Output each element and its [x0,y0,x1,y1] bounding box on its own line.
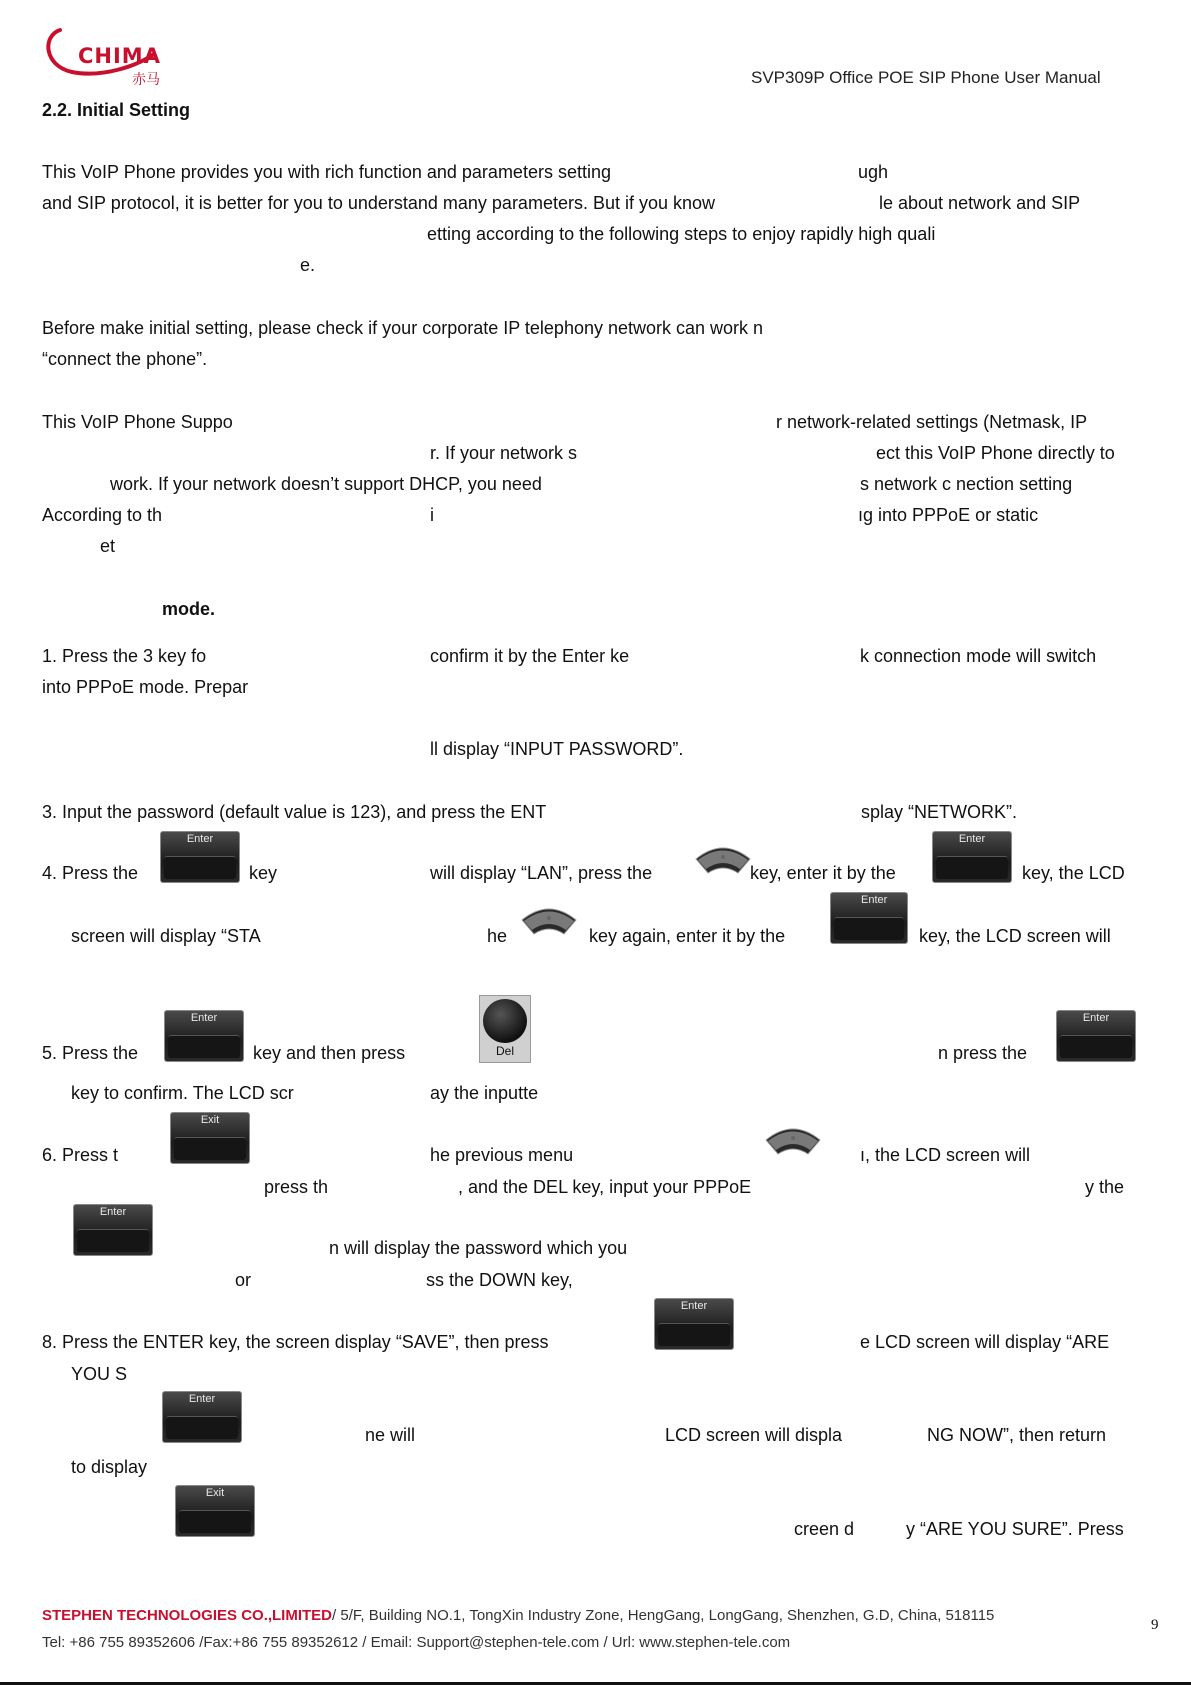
text-line: Before make initial setting, please check if your corporate IP telephony network can work n [42,318,764,338]
footer-company: STEPHEN TECHNOLOGIES CO.,LIMITED [42,1607,333,1624]
page-number: 9 [1151,1617,1159,1633]
del-key-icon: Del [479,995,531,1063]
footer-contact: Tel: +86 755 89352606 /Fax:+86 755 89352612 / Email: Support@stephen-tele.com / Url: www.stephen-tele.com [42,1634,791,1651]
step-5-text: n press the [938,1043,1028,1063]
enter-key-icon: Enter [160,831,240,883]
step-8-text: 8. Press the ENTER key, the screen display “SAVE”, then press [42,1332,549,1352]
enter-key-icon: Enter [164,1010,244,1062]
enter-key-icon: Enter [1056,1010,1136,1062]
enter-key-icon: Enter [830,892,908,944]
step-8-text: to display [71,1457,148,1477]
down-nav-key-icon [764,1124,822,1158]
step-7-text: ss the DOWN key, [426,1270,573,1290]
step-6-text: n will display the password which you [329,1238,628,1258]
step-8-text: LCD screen will displa [665,1425,843,1445]
step-5-text: 5. Press the [42,1043,139,1063]
step-1-text: confirm it by the Enter ke [430,646,630,666]
exit-key-icon: Exit [175,1485,255,1537]
step-6-text: y the [1085,1177,1125,1197]
text-line: r network-related settings (Netmask, IP [776,412,1088,432]
text-line: work. If your network doesn’t support DHCP, you need [110,474,542,494]
text-line: et [100,536,116,556]
text-line: According to th [42,505,163,525]
text-line: e. [300,255,316,275]
text-line: and SIP protocol, it is better for you to understand many parameters. But if you know [42,193,716,213]
text-line: i [430,505,434,525]
exit-key-icon: Exit [170,1112,250,1164]
step-1-text: into PPPoE mode. Prepar [42,677,249,697]
step-4-text: will display “LAN”, press the [430,863,653,883]
step-6-text: he previous menu [430,1145,574,1165]
logo-subtext: 赤马 [132,71,160,87]
manual-title: SVP309P Office POE SIP Phone User Manual [751,68,1101,87]
step-4-text: screen will display “STA [71,926,261,946]
text-line: This VoIP Phone provides you with rich function and parameters setting [42,162,611,182]
down-nav-key-icon [694,843,752,877]
step-2-text: ll display “INPUT PASSWORD”. [430,739,684,759]
enter-key-icon: Enter [654,1298,734,1350]
step-4-text: he [487,926,508,946]
step-4-text: key, the LCD screen will [919,926,1111,946]
step-6-text: 6. Press t [42,1145,119,1165]
enter-key-icon: Enter [932,831,1012,883]
text-line: le about network and SIP [879,193,1081,213]
step-7-text: or [235,1270,252,1290]
mode-heading: mode. [162,599,216,619]
step-4-text: key, the LCD [1022,863,1125,883]
enter-key-icon: Enter [162,1391,242,1443]
text-line: s network c nection setting [860,474,1073,494]
step-8-text: e LCD screen will display “ARE [860,1332,1110,1352]
step-4-text: key again, enter it by the [589,926,786,946]
text-line: etting according to the following steps to enjoy rapidly high quali [427,224,936,244]
step-8-text: NG NOW”, then return [927,1425,1107,1445]
text-line: ect this VoIP Phone directly to [876,443,1115,463]
step-1-text: k connection mode will switch [860,646,1097,666]
step-4-text: key [249,863,278,883]
logo-text: CHIMA [78,44,161,68]
footer-line-1 [42,1607,994,1625]
step-8-text: ne will [365,1425,416,1445]
step-6-text: , and the DEL key, input your PPPoE [458,1177,752,1197]
step-9-text: creen d [794,1519,855,1539]
text-line: “connect the phone”. [42,349,208,369]
step-1-text: 1. Press the 3 key fo [42,646,207,666]
step-3-text: splay “NETWORK”. [861,802,1018,822]
step-5-text: key to confirm. The LCD scr [71,1083,294,1103]
step-5-text: key and then press [253,1043,406,1063]
text-line: This VoIP Phone Suppo [42,412,233,432]
step-6-text: press th [264,1177,329,1197]
text-line: ugh [858,162,889,182]
step-4-text: key, enter it by the [750,863,896,883]
step-3-text: 3. Input the password (default value is 123), and press the ENT [42,802,547,822]
step-4-text: 4. Press the [42,863,139,883]
step-6-text: ı, the LCD screen will [860,1145,1031,1165]
step-9-text: y “ARE YOU SURE”. Press [906,1519,1124,1539]
text-line: r. If your network s [430,443,578,463]
step-5-text: ay the inputte [430,1083,539,1103]
footer-address: / 5/F, Building NO.1, TongXin Industry Zone, HengGang, LongGang, Shenzhen, G.D, China, 518115 [332,1607,995,1624]
enter-key-icon: Enter [73,1204,153,1256]
step-8-text: YOU S [71,1364,128,1384]
text-line: ıg into PPPoE or static [858,505,1039,525]
down-nav-key-icon [520,904,578,938]
section-title: 2.2. Initial Setting [42,100,191,120]
